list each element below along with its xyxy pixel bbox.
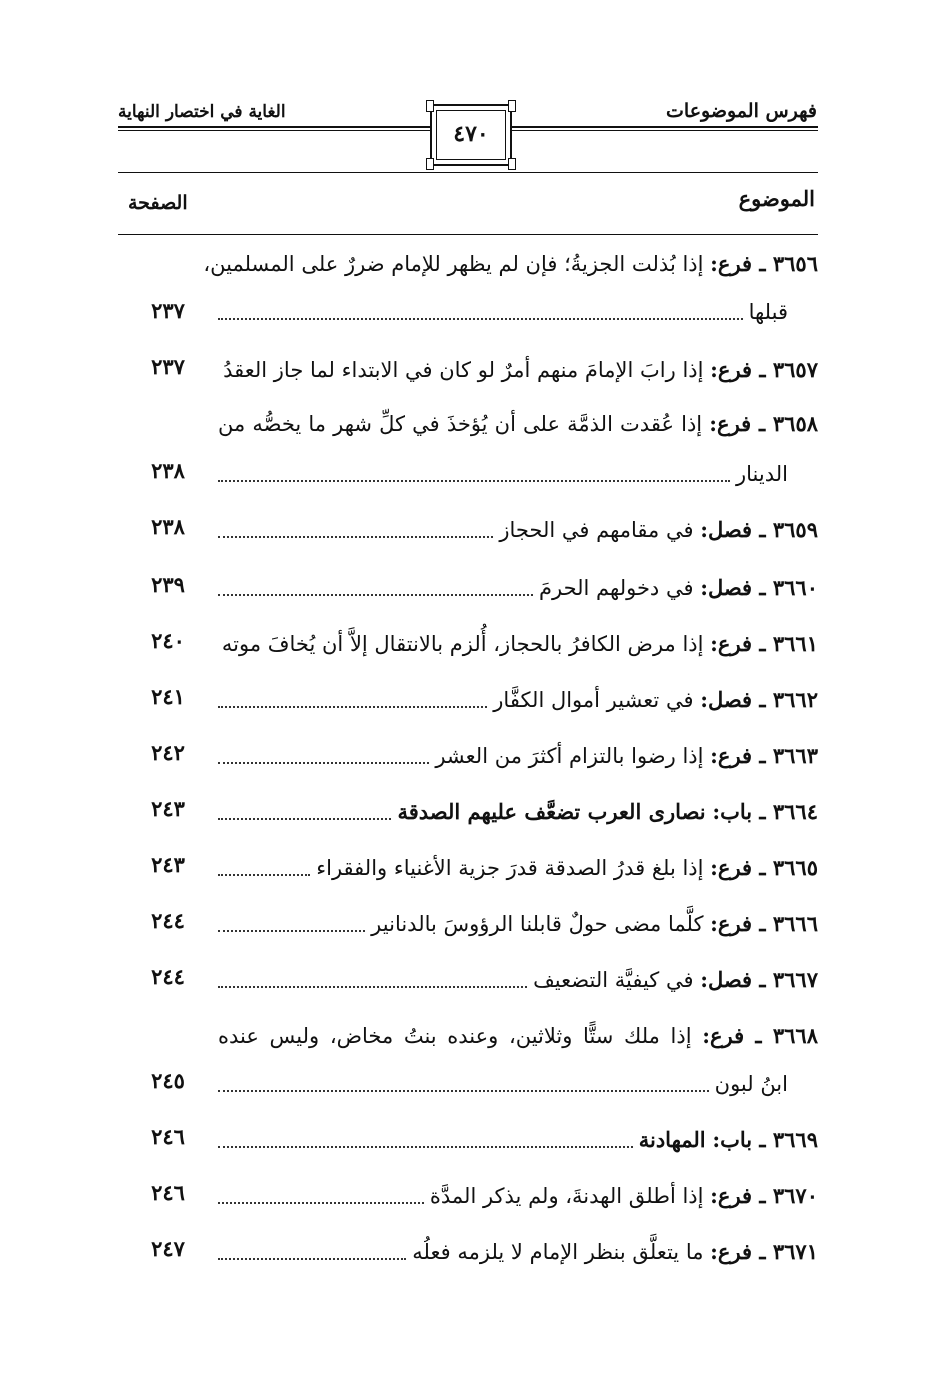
- entry-label: فصل:: [700, 517, 753, 542]
- entry-page-number[interactable]: ٢٤٧: [151, 1236, 185, 1261]
- entry-page-number[interactable]: ٢٣٨: [151, 458, 185, 483]
- entry-number: ٣٦٦٠: [772, 575, 818, 600]
- entry-number: ٣٦٧١: [772, 1239, 818, 1264]
- entry-title: في تعشير أموال الكفَّار: [493, 688, 694, 712]
- entry-number: ٣٦٦٢: [772, 687, 818, 712]
- toc-entry[interactable]: ٣٦٦٢ ـ فصل: في تعشير أموال الكفَّار: [218, 674, 818, 714]
- entry-number: ٣٦٥٦: [772, 251, 818, 276]
- entry-page-number[interactable]: ٢٣٧: [151, 298, 185, 323]
- running-title-section: فهرس الموضوعات: [666, 100, 817, 122]
- entry-title: في كيفيَّة التضعيف: [533, 968, 694, 992]
- toc-entry[interactable]: ٣٦٦٩ ـ باب: المهادنة: [218, 1114, 818, 1154]
- entry-page-number[interactable]: ٢٤٢: [151, 740, 185, 765]
- toc-entry[interactable]: ٣٦٦٠ ـ فصل: في دخولهم الحرمَ: [218, 562, 818, 602]
- entry-title: إذا بلغ قدرُ الصدقة قدرَ جزية الأغنياء والفقراء: [316, 856, 704, 880]
- toc-entry[interactable]: [218, 398, 818, 438]
- toc-entry[interactable]: ٣٦٦١ ـ فرع: إذا مرض الكافرُ بالحجاز، أُلزم بالانتقال إلاَّ أن يُخافَ موته: [221, 631, 818, 656]
- toc-entry[interactable]: ٣٦٦٦ ـ فرع: كلَّما مضى حولٌ قابلنا الرؤوسَ بالدنانير: [218, 898, 818, 938]
- frame-ornament: [508, 100, 516, 112]
- entry-page-number[interactable]: ٢٣٩: [151, 572, 185, 597]
- entry-page-number[interactable]: ٢٤٥: [151, 1068, 185, 1093]
- entry-label: باب:: [712, 799, 753, 824]
- dot-leader: [218, 1202, 424, 1204]
- page-number-frame: [430, 104, 512, 166]
- toc-entry[interactable]: ٣٦٦٣ ـ فرع: إذا رضوا بالتزام أكثرَ من العشر: [218, 730, 818, 770]
- entry-page-number[interactable]: ٢٣٧: [151, 354, 185, 379]
- entry-label: فرع:: [710, 911, 753, 936]
- entry-number: ٣٦٥٧: [772, 357, 818, 382]
- frame-ornament: [426, 100, 434, 112]
- entry-title: المهادنة: [638, 1127, 706, 1152]
- entry-label: فرع:: [710, 1239, 753, 1264]
- entry-page-number[interactable]: ٢٤٦: [151, 1124, 185, 1149]
- dot-leader: [218, 594, 533, 596]
- entry-page-number[interactable]: ٢٣٨: [151, 514, 185, 539]
- entry-page-number[interactable]: ٢٤٣: [151, 796, 185, 821]
- entry-title: إذا بُذلت الجزيةُ؛ فإن لم يظهر للإمام ضررٌ على المسلمين،: [203, 252, 704, 276]
- entry-title-continued: ابنُ لبون: [714, 1072, 788, 1096]
- entry-title: نصارى العرب تضعَّف عليهم الصدقة: [397, 799, 706, 824]
- entry-title: إذا ملك ستًّا وثلاثين، وعنده بنتُ مخاض، وليس عنده: [218, 1024, 692, 1048]
- entry-title: إذا عُقدت الذمَّة على أن يُؤخذَ في كلِّ شهر ما يخصُّه من: [218, 412, 703, 436]
- entry-title: إذا رابَ الإمامَ منهم أمرٌ لو كان في الابتداء لما جاز العقدُ: [223, 358, 704, 382]
- entry-title: ما يتعلَّق بنظر الإمام لا يلزمه فعلُه: [412, 1240, 704, 1264]
- toc-entry[interactable]: ٣٦٧٠ ـ فرع: إذا أطلق الهدنةَ، ولم يذكر المدَّة: [218, 1170, 818, 1210]
- entry-title: في مقامهم في الحجاز: [499, 518, 694, 542]
- entry-page-number[interactable]: ٢٤٤: [151, 964, 185, 989]
- entry-number: ٣٦٧٠: [772, 1183, 818, 1208]
- toc-entry[interactable]: [218, 1010, 818, 1050]
- entry-label: فصل:: [700, 967, 753, 992]
- entry-title-continued: الدينار: [736, 462, 788, 486]
- entry-label: فصل:: [700, 687, 753, 712]
- entry-number: ٣٦٦٤: [772, 799, 818, 824]
- dot-leader: [218, 706, 487, 708]
- dot-leader: [218, 536, 493, 538]
- running-title-book: الغاية في اختصار النهاية: [118, 102, 286, 122]
- dot-leader: [218, 1090, 709, 1092]
- entry-number: ٣٦٦٣: [772, 743, 818, 768]
- entry-label: فصل:: [700, 575, 753, 600]
- frame-ornament: [426, 158, 434, 170]
- entry-page-number[interactable]: ٢٤٤: [151, 908, 185, 933]
- header-rule-left: [118, 126, 430, 131]
- entry-title: إذا أطلق الهدنةَ، ولم يذكر المدَّة: [429, 1184, 704, 1208]
- dot-leader: [218, 986, 527, 988]
- entry-number: ٣٦٦٨: [772, 1023, 818, 1048]
- toc-entry[interactable]: ٣٦٦٧ ـ فصل: في كيفيَّة التضعيف: [218, 954, 818, 994]
- entry-label: باب:: [712, 1127, 753, 1152]
- dot-leader: [218, 1258, 406, 1260]
- column-heading-divider: [118, 234, 818, 235]
- entry-title: إذا رضوا بالتزام أكثرَ من العشر: [435, 744, 704, 768]
- toc-entry-continuation[interactable]: [218, 286, 788, 326]
- toc-entry[interactable]: ٣٦٦٤ ـ باب: نصارى العرب تضعَّف عليهم الصدقة: [218, 786, 818, 826]
- entry-line-1: ٣٦٥٦ ـ فرع: إذا بُذلت الجزيةُ؛ فإن لم يظهر للإمام ضررٌ على المسلمين،: [203, 251, 818, 276]
- entry-page-number[interactable]: ٢٤٣: [151, 852, 185, 877]
- toc-entry[interactable]: ٣٦٧١ ـ فرع: ما يتعلَّق بنظر الإمام لا يلزمه فعلُه: [218, 1226, 818, 1266]
- entry-page-number[interactable]: ٢٤٦: [151, 1180, 185, 1205]
- entry-number: ٣٦٦٥: [772, 855, 818, 880]
- entry-label: فرع:: [710, 631, 753, 656]
- toc-entry[interactable]: ٣٦٥٩ ـ فصل: في مقامهم في الحجاز: [218, 504, 818, 544]
- entry-label: فرع:: [702, 1023, 745, 1048]
- entry-page-number[interactable]: ٢٤٠: [151, 628, 185, 653]
- header-divider: [118, 172, 818, 173]
- dot-leader: [218, 930, 365, 932]
- entry-label: فرع:: [709, 411, 752, 436]
- dot-leader: [218, 480, 730, 482]
- toc-entry[interactable]: [203, 238, 818, 278]
- entry-number: ٣٦٦٧: [772, 967, 818, 992]
- entry-number: ٣٦٥٨: [772, 411, 819, 436]
- toc-entry-continuation[interactable]: [218, 448, 788, 488]
- dot-leader: [218, 818, 391, 820]
- entry-line-1: ٣٦٦٨ ـ فرع: إذا ملك ستًّا وثلاثين، وعنده بنتُ مخاض، وليس عنده: [218, 1023, 818, 1048]
- entry-title: في دخولهم الحرمَ: [538, 576, 694, 600]
- toc-entry[interactable]: ٣٦٥٧ ـ فرع: إذا رابَ الإمامَ منهم أمرٌ لو كان في الابتداء لما جاز العقدُ: [223, 357, 818, 382]
- dot-leader: [218, 762, 429, 764]
- entry-label: فرع:: [710, 1183, 753, 1208]
- entry-label: فرع:: [710, 251, 753, 276]
- dot-leader: [218, 874, 310, 876]
- column-heading-page: الصفحة: [128, 192, 188, 214]
- page-number: ٤٧٠: [453, 121, 489, 147]
- entry-title: كلَّما مضى حولٌ قابلنا الرؤوسَ بالدنانير: [371, 912, 704, 936]
- entry-label: فرع:: [710, 855, 753, 880]
- entry-number: ٣٦٦١: [772, 631, 818, 656]
- entry-number: ٣٦٦٩: [772, 1127, 818, 1152]
- entry-number: ٣٦٦٦: [772, 911, 818, 936]
- toc-entry-continuation[interactable]: [218, 1058, 788, 1098]
- frame-ornament: [508, 158, 516, 170]
- entry-label: فرع:: [710, 357, 753, 382]
- toc-entry[interactable]: ٣٦٦٥ ـ فرع: إذا بلغ قدرُ الصدقة قدرَ جزية الأغنياء والفقراء: [218, 842, 818, 882]
- entry-title: إذا مرض الكافرُ بالحجاز، أُلزم بالانتقال إلاَّ أن يُخافَ موته: [221, 632, 704, 656]
- entry-number: ٣٦٥٩: [772, 517, 818, 542]
- dot-leader: [218, 1146, 633, 1148]
- dot-leader: [218, 318, 743, 320]
- entry-label: فرع:: [710, 743, 753, 768]
- header-rule-right: [512, 126, 818, 131]
- entry-page-number[interactable]: ٢٤١: [151, 684, 185, 709]
- entry-line-1: ٣٦٥٨ ـ فرع: إذا عُقدت الذمَّة على أن يُؤخذَ في كلِّ شهر ما يخصُّه من: [218, 411, 819, 436]
- entry-title-continued: قبلها: [748, 300, 788, 324]
- column-heading-topic: الموضوع: [738, 186, 815, 211]
